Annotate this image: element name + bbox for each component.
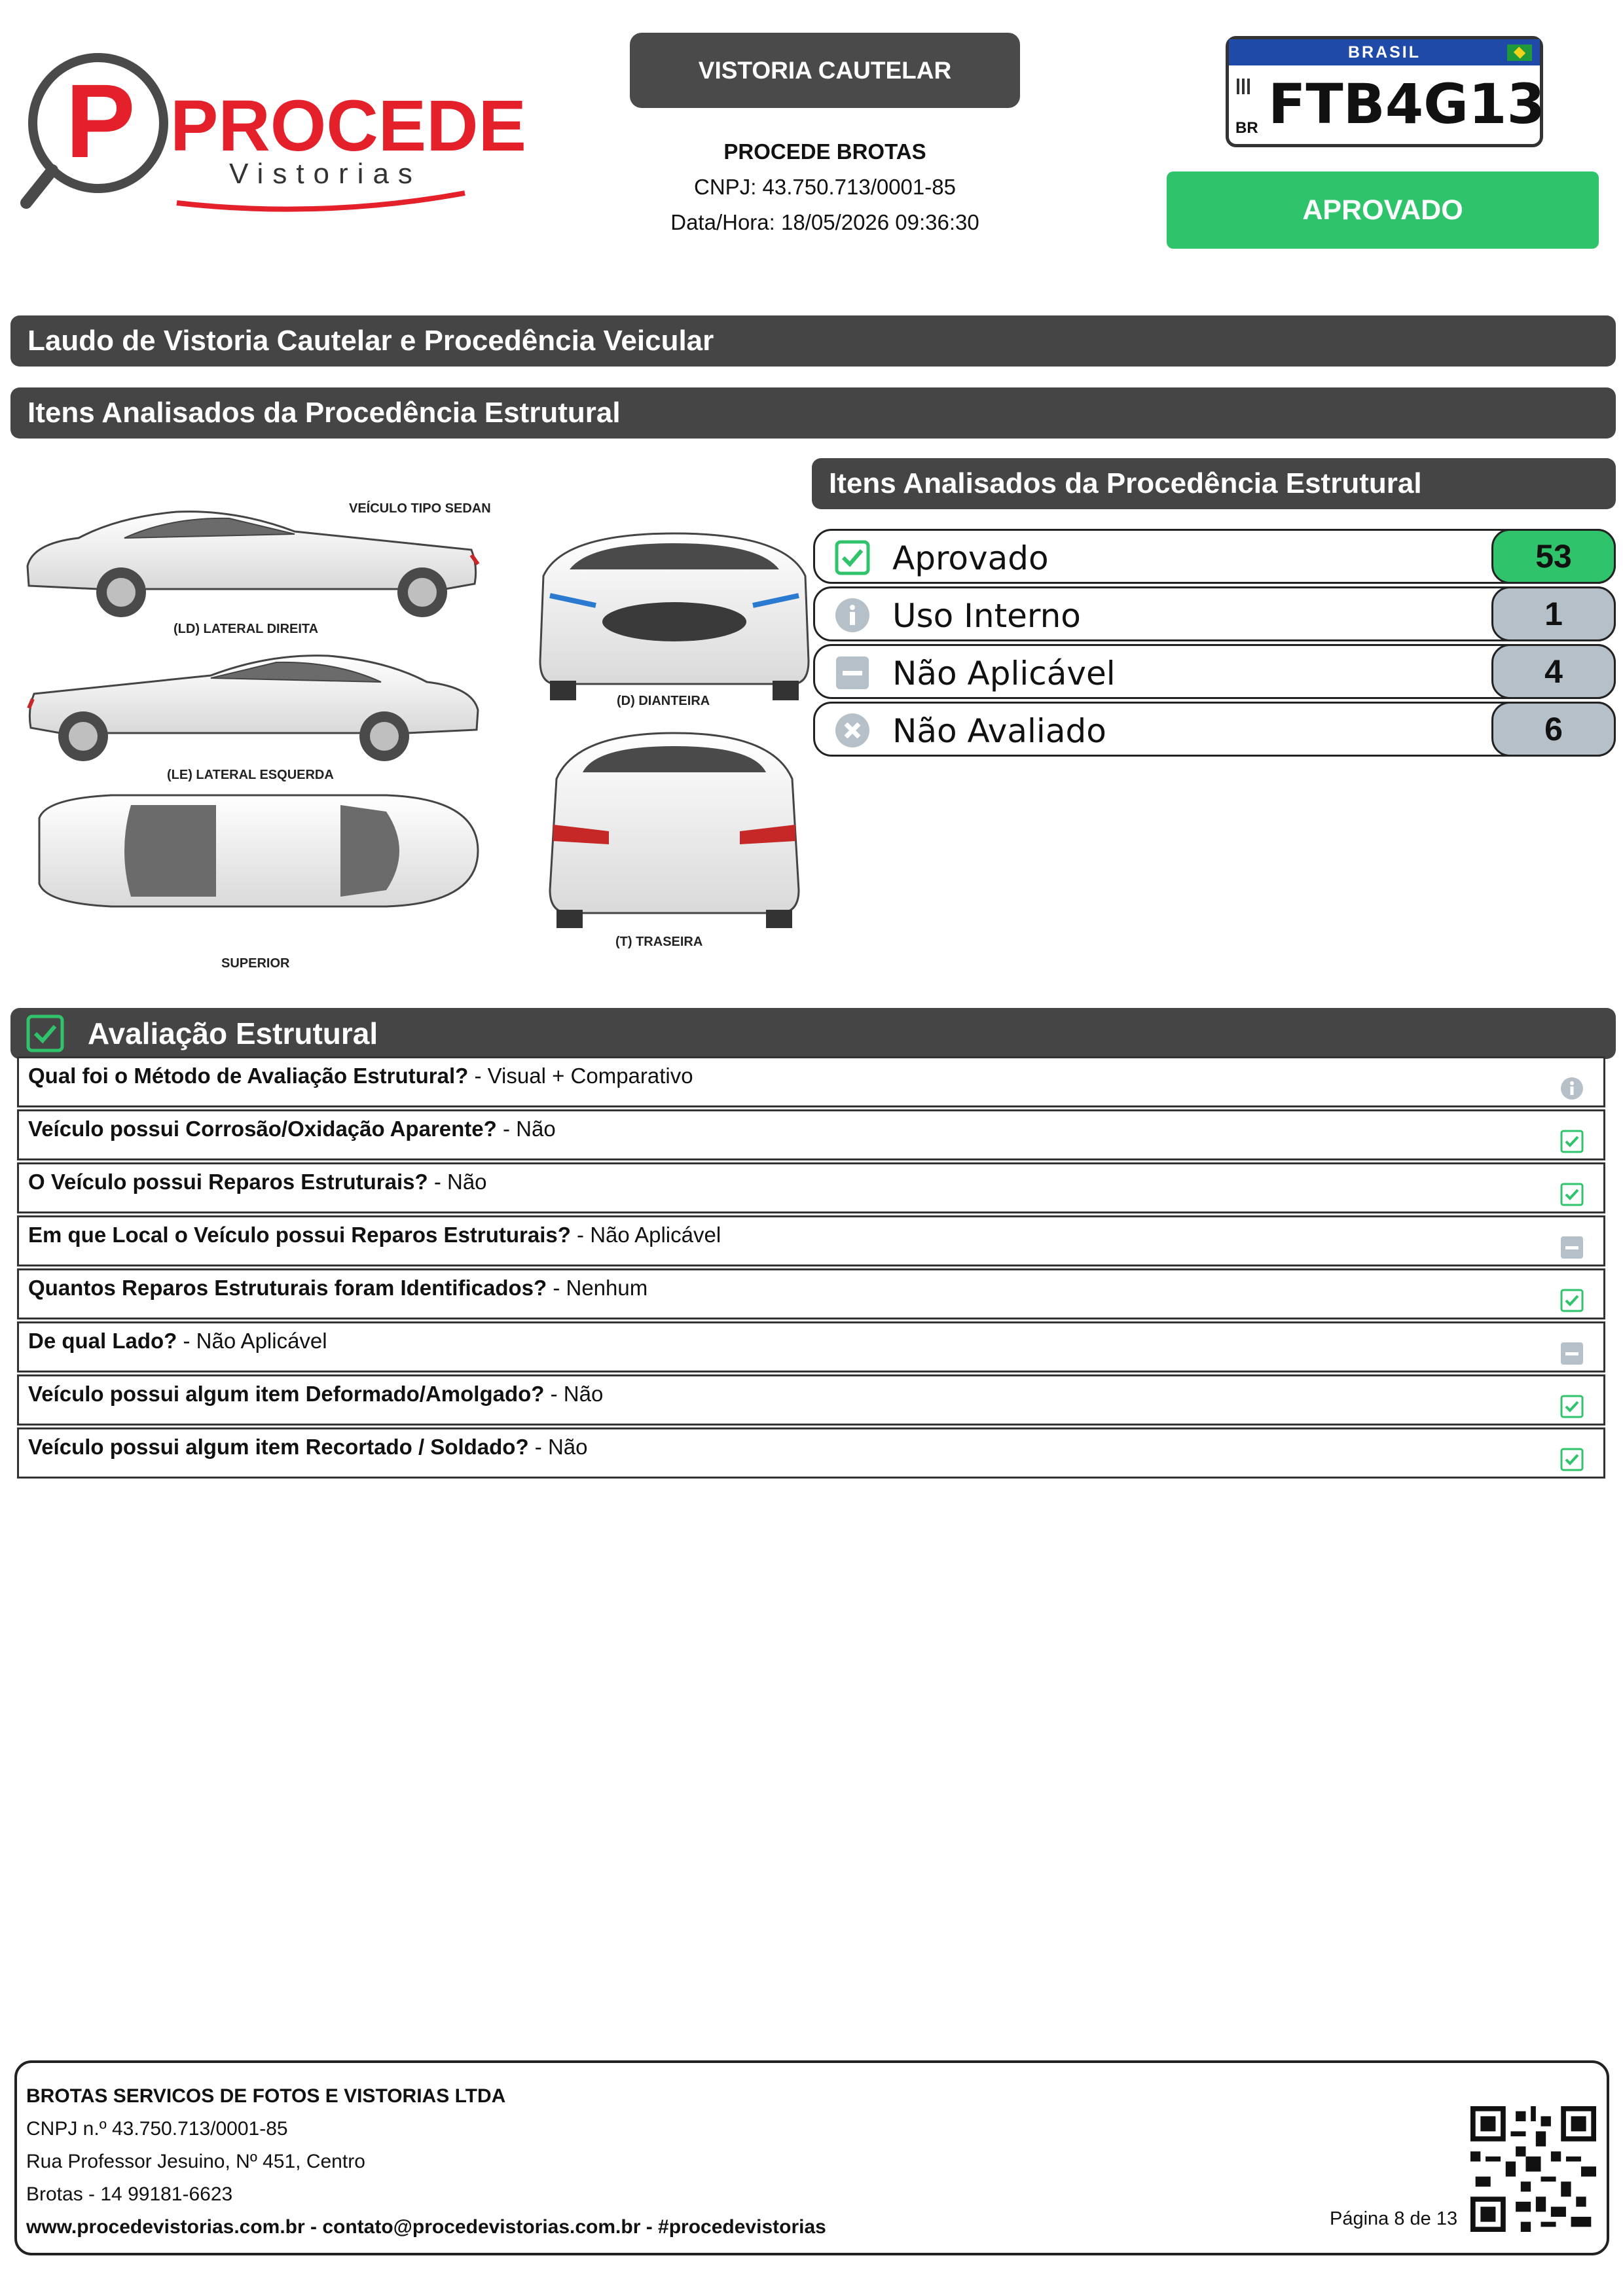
car-rear-view <box>550 733 799 928</box>
question-row <box>17 1162 1605 1213</box>
car-left-side <box>29 656 478 761</box>
question-answer: - Não <box>428 1170 487 1194</box>
section-avaliacao <box>10 1008 1616 1059</box>
label-le: (LE) LATERAL ESQUERDA <box>167 768 334 782</box>
question-answer: - Não Aplicável <box>570 1223 721 1247</box>
vehicle-diagram <box>20 497 812 988</box>
summary-label: Não Aplicável <box>892 655 1116 692</box>
question-text <box>28 1382 603 1407</box>
question-answer: - Visual + Comparativo <box>468 1064 693 1088</box>
minus-icon <box>1560 1342 1584 1365</box>
question-row <box>17 1109 1605 1160</box>
qr-code-icon <box>1470 2106 1596 2232</box>
company-name: PROCEDE BROTAS <box>723 139 926 164</box>
minus-icon <box>1560 1236 1584 1259</box>
question-label: O Veículo possui Reparos Estruturais? <box>28 1170 428 1194</box>
question-label: Veículo possui algum item Recortado / Soldado? <box>28 1435 529 1459</box>
company-info <box>564 134 1085 240</box>
question-text <box>28 1170 487 1194</box>
label-dianteira: (D) DIANTEIRA <box>617 694 710 708</box>
summary-row-nao-avaliado <box>813 702 1616 757</box>
check-icon <box>1560 1448 1584 1471</box>
plate-number: FTB4G13 <box>1268 72 1545 136</box>
summary-count: 4 <box>1491 644 1616 699</box>
footer <box>14 2060 1609 2255</box>
summary-title: Itens Analisados da Procedência Estrutural <box>812 458 1616 509</box>
summary-row-nao-aplicavel <box>813 644 1616 699</box>
question-label: Em que Local o Veículo possui Reparos Estruturais? <box>28 1223 571 1247</box>
question-text <box>28 1117 556 1141</box>
plate-qr-icon <box>1237 79 1252 94</box>
footer-company: BROTAS SERVICOS DE FOTOS E VISTORIAS LTDA <box>26 2085 506 2107</box>
question-row <box>17 1268 1605 1319</box>
summary-row-uso-interno <box>813 586 1616 641</box>
inspection-datetime: Data/Hora: 18/05/2026 09:36:30 <box>670 210 979 234</box>
question-label: Veículo possui Corrosão/Oxidação Aparente? <box>28 1117 497 1141</box>
question-answer: - Não <box>528 1435 588 1459</box>
question-text <box>28 1435 588 1460</box>
car-top-view <box>39 795 478 906</box>
summary-label: Não Avaliado <box>892 712 1106 750</box>
brazil-flag-icon <box>1507 45 1532 61</box>
license-plate <box>1226 36 1543 147</box>
check-icon <box>26 1014 64 1052</box>
status-badge: APROVADO <box>1167 171 1599 249</box>
question-row <box>17 1215 1605 1266</box>
question-text <box>28 1064 693 1088</box>
car-front-view <box>540 533 809 700</box>
info-icon <box>835 598 870 633</box>
summary-count: 53 <box>1491 529 1616 584</box>
section-itens-analisados: Itens Analisados da Procedência Estrutural <box>10 387 1616 439</box>
question-row <box>17 1056 1605 1107</box>
check-icon <box>1560 1395 1584 1418</box>
question-answer: - Nenhum <box>547 1276 648 1300</box>
summary-row-aprovado <box>813 529 1616 584</box>
minus-icon <box>835 655 870 691</box>
question-row <box>17 1427 1605 1479</box>
question-text <box>28 1329 327 1354</box>
question-label: Quantos Reparos Estruturais foram Identificados? <box>28 1276 547 1300</box>
label-superior: SUPERIOR <box>221 956 290 971</box>
info-icon <box>1560 1077 1584 1100</box>
doc-type-badge: VISTORIA CAUTELAR <box>630 33 1020 108</box>
footer-address: Rua Professor Jesuino, Nº 451, Centro <box>26 2151 365 2172</box>
logo-text: PROCEDE <box>170 86 526 166</box>
diagram-type-label: VEÍCULO TIPO SEDAN <box>349 501 491 516</box>
question-answer: - Não <box>496 1117 556 1141</box>
check-icon <box>835 540 870 575</box>
footer-web: www.procedevistorias.com.br - contato@procedevistorias.com.br - #procedevistorias <box>26 2216 826 2238</box>
footer-cnpj: CNPJ n.º 43.750.713/0001-85 <box>26 2118 288 2140</box>
plate-br: BR <box>1235 119 1258 137</box>
question-text <box>28 1223 721 1247</box>
summary-label: Uso Interno <box>892 597 1081 635</box>
logo-p: P <box>65 62 136 179</box>
question-row <box>17 1374 1605 1426</box>
question-label: De qual Lado? <box>28 1329 177 1353</box>
page-number: Página 8 de 13 <box>1330 2208 1458 2229</box>
question-text <box>28 1276 647 1300</box>
summary-count: 6 <box>1491 702 1616 757</box>
summary-label: Aprovado <box>892 539 1049 577</box>
check-icon <box>1560 1289 1584 1312</box>
question-row <box>17 1321 1605 1372</box>
check-icon <box>1560 1130 1584 1153</box>
report-title: Laudo de Vistoria Cautelar e Procedência Veicular <box>10 315 1616 367</box>
question-label: Qual foi o Método de Avaliação Estrutural? <box>28 1064 469 1088</box>
label-ld: (LD) LATERAL DIREITA <box>173 622 319 636</box>
question-answer: - Não <box>544 1382 604 1406</box>
x-icon <box>835 713 870 748</box>
summary-count: 1 <box>1491 586 1616 641</box>
company-logo <box>20 52 526 229</box>
footer-city-phone: Brotas - 14 99181-6623 <box>26 2183 233 2205</box>
company-cnpj: CNPJ: 43.750.713/0001-85 <box>694 175 956 199</box>
check-icon <box>1560 1183 1584 1206</box>
label-traseira: (T) TRASEIRA <box>615 935 703 949</box>
question-answer: - Não Aplicável <box>177 1329 327 1353</box>
question-label: Veículo possui algum item Deformado/Amolgado? <box>28 1382 545 1406</box>
section-avaliacao-title: Avaliação Estrutural <box>88 1016 378 1050</box>
logo-subtext: Vistorias <box>229 158 422 190</box>
car-right-side <box>27 512 478 617</box>
plate-country: BRASIL <box>1229 39 1540 65</box>
